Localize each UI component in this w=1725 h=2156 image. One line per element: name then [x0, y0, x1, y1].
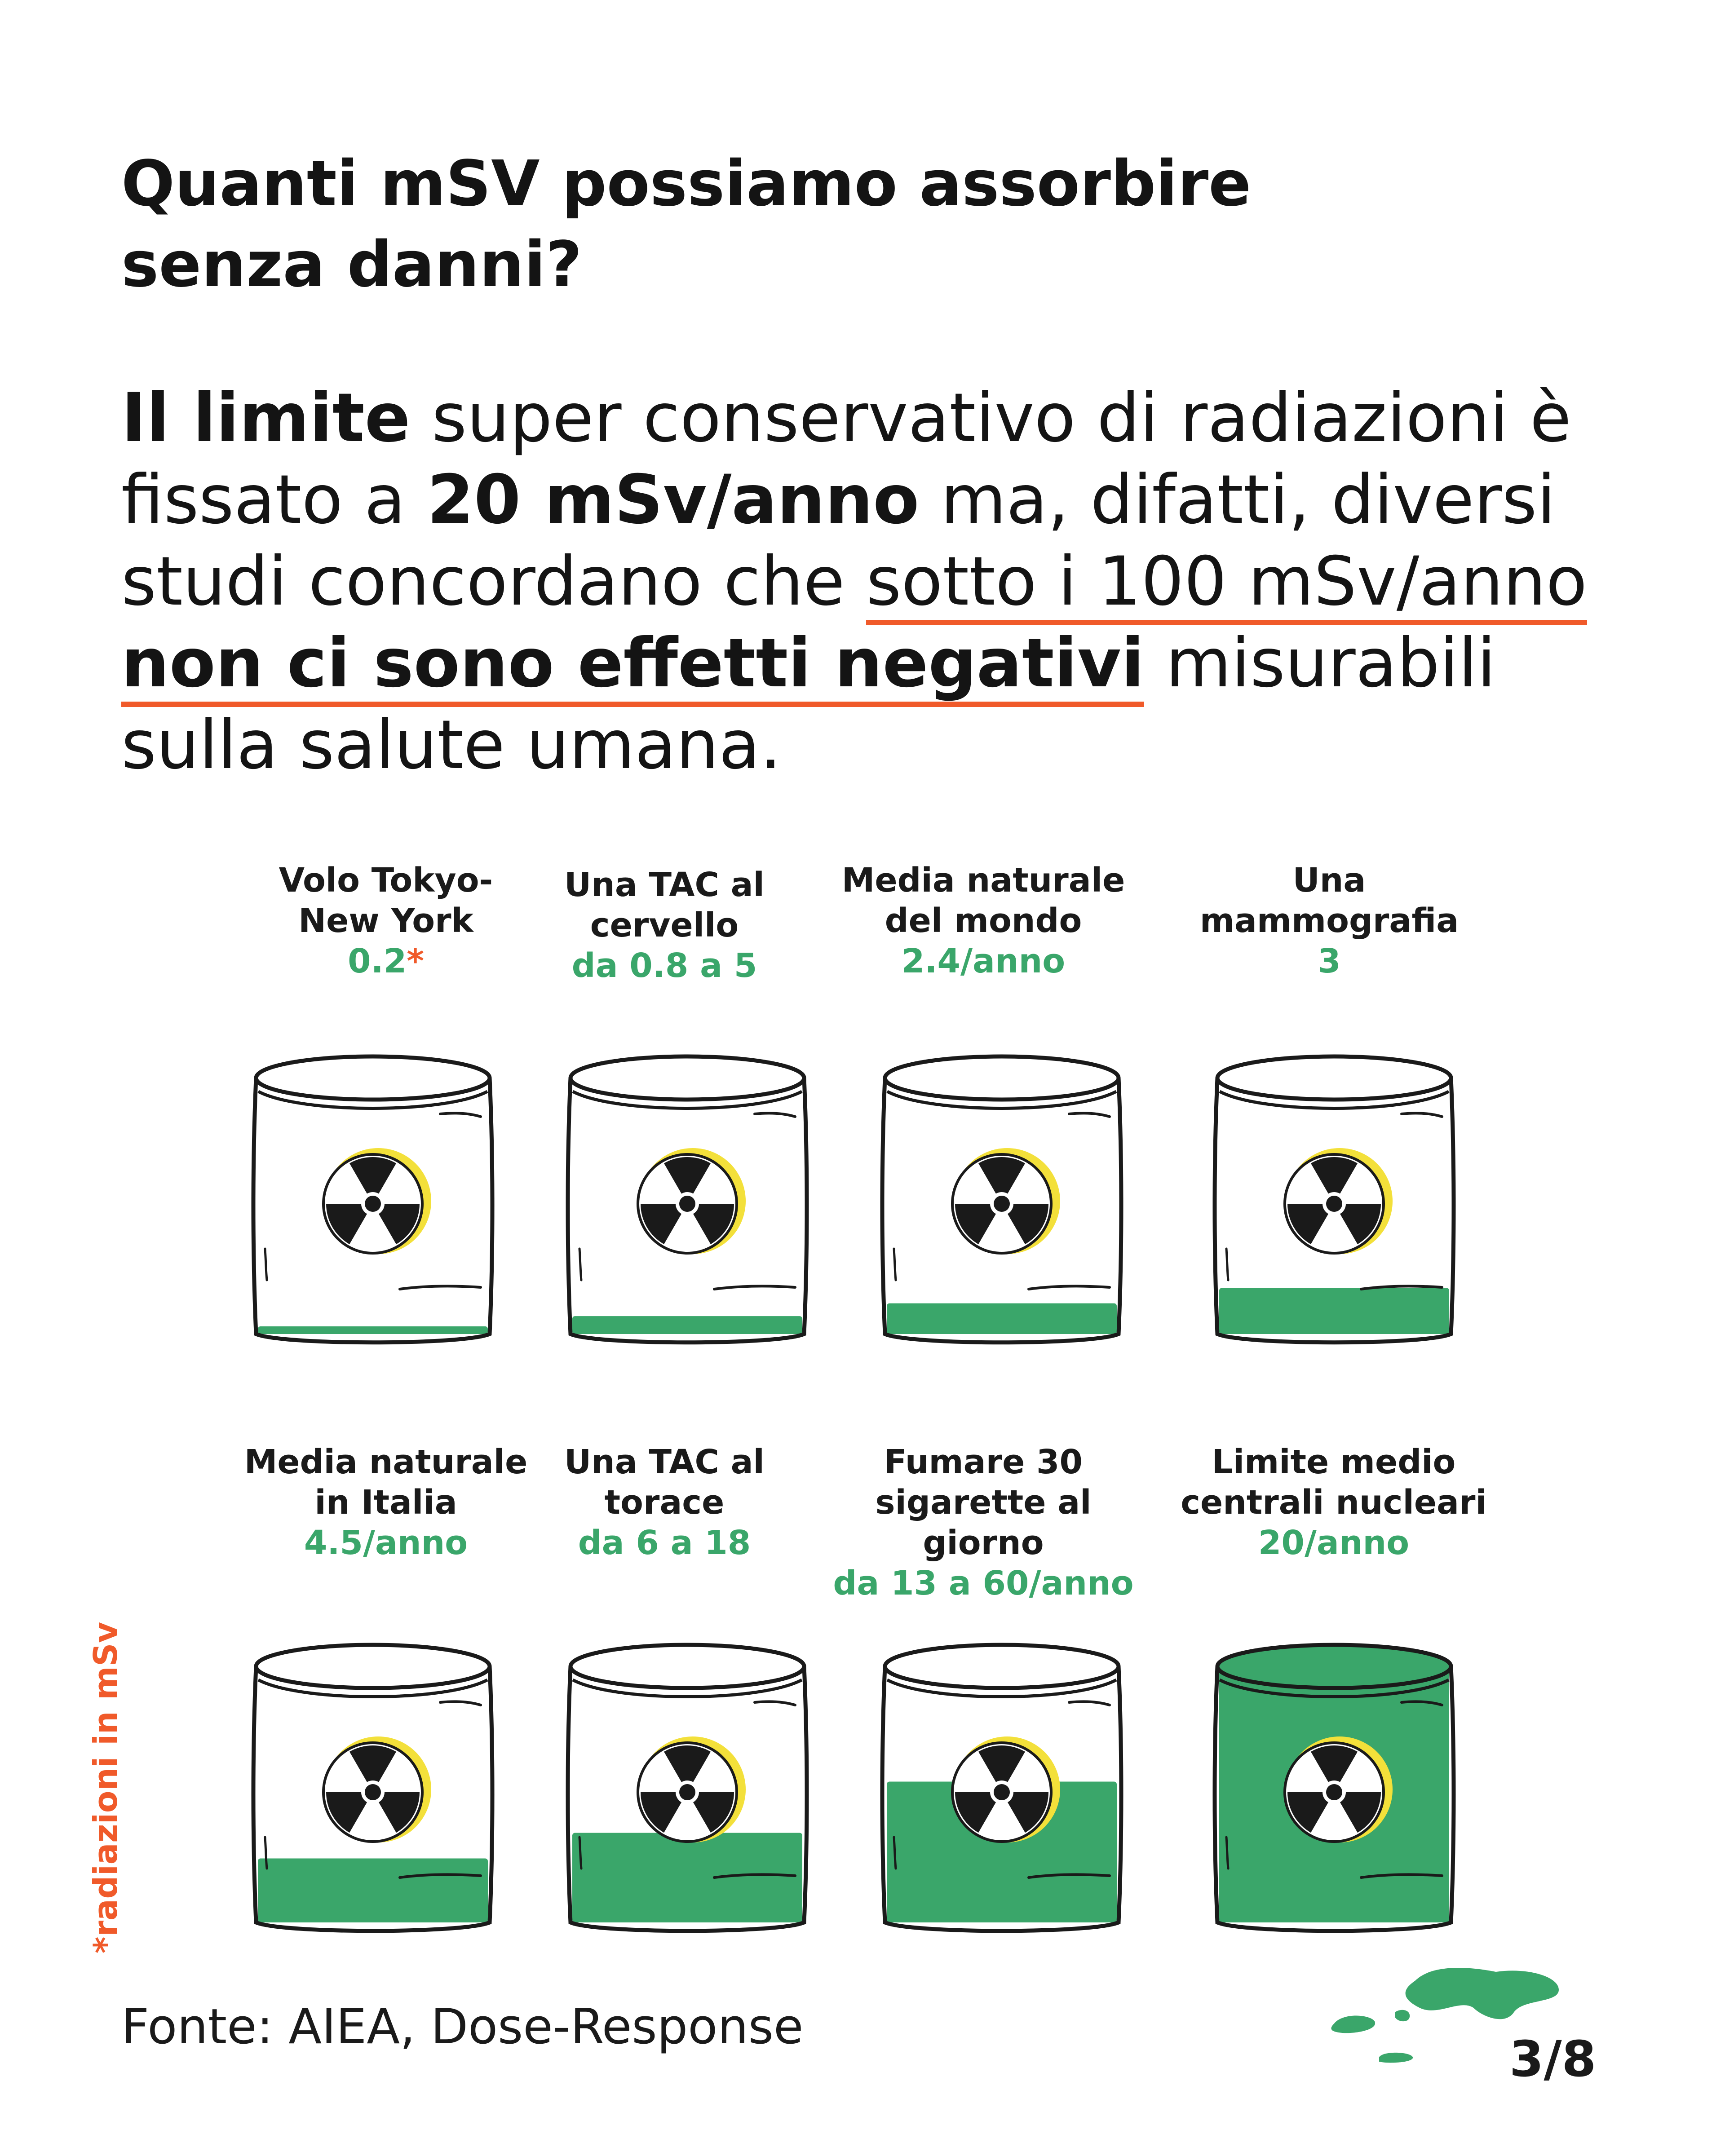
barrel-value: 0.2*	[348, 942, 424, 981]
barrel-lid	[885, 1645, 1119, 1688]
footnote-radiazioni: *radiazioni in mSv	[87, 1621, 124, 1954]
barrel-label	[229, 860, 543, 981]
liquid-level	[887, 1303, 1117, 1334]
barrel-sketch-stroke	[440, 1113, 481, 1117]
liquid-level	[258, 1859, 488, 1923]
intro-bold-no-effects: non ci sono effetti negativi	[121, 624, 1145, 702]
radiation-icon	[638, 1736, 746, 1842]
barrel-tac-cervello	[562, 1047, 813, 1361]
barrel-name-line-1: Una TAC al	[564, 866, 765, 904]
barrel-tac-torace	[562, 1635, 813, 1949]
barrel-centrali-nucleari	[1208, 1635, 1460, 1949]
barrel-name-line-2: centrali nucleari	[1181, 1483, 1487, 1522]
barrel-name-line-2: del mondo	[885, 901, 1082, 940]
barrel-value: 4.5/anno	[304, 1524, 468, 1562]
barrel-name-line-1: Una	[1292, 861, 1366, 900]
barrel-lid	[885, 1056, 1119, 1100]
radiation-icon	[323, 1148, 431, 1254]
barrel-label	[826, 1442, 1141, 1604]
barrel-sketch-stroke	[265, 1249, 267, 1280]
barrel-label	[507, 1442, 822, 1563]
barrel-name-line-1: Media naturale	[841, 861, 1125, 900]
barrel-sigarette	[876, 1635, 1128, 1949]
barrel-media-mondo	[876, 1047, 1128, 1361]
barrel-label	[1172, 860, 1486, 981]
page-number: 3/8	[1509, 2030, 1597, 2088]
barrel-name-line-1: Media naturale	[244, 1443, 528, 1481]
liquid-level	[258, 1326, 488, 1334]
page-title	[121, 144, 1604, 305]
barrel-label	[229, 1442, 543, 1563]
radiation-icon	[952, 1148, 1060, 1254]
barrel-name-line-1: Volo Tokyo-	[279, 861, 493, 900]
barrel-mammografia	[1208, 1047, 1460, 1361]
barrel-lid	[571, 1645, 804, 1688]
barrel-name-line-2: cervello	[590, 906, 739, 945]
barrel-name-line-2: torace	[604, 1483, 725, 1522]
barrel-label	[826, 860, 1141, 981]
intro-underline-text: sotto i 100 mSv/anno	[866, 543, 1588, 621]
barrel-value: da 6 a 18	[578, 1524, 751, 1562]
barrel-name-line-1: Fumare 30	[884, 1443, 1083, 1481]
barrel-lid	[256, 1056, 490, 1100]
radiation-icon	[323, 1736, 431, 1842]
barrel-name-line-2: in Italia	[314, 1483, 457, 1522]
source-credit: Fonte: AIEA, Dose-Response	[121, 1999, 804, 2055]
barrel-lid	[256, 1645, 490, 1688]
barrel-name-line-2: mammografia	[1199, 901, 1459, 940]
intro-bold-limit: Il limite	[121, 379, 411, 457]
intro-text-2: ma, difatti, diversi studi concordano che	[121, 461, 1556, 621]
liquid-level	[1219, 1288, 1449, 1334]
radiation-icon	[638, 1148, 746, 1254]
barrel-sketch-stroke	[1226, 1249, 1228, 1280]
liquid-level	[572, 1833, 802, 1923]
barrel-name-line-2: New York	[298, 901, 473, 940]
barrel-sketch-stroke	[894, 1249, 896, 1280]
barrel-name-line-2: sigarette al giorno	[875, 1483, 1092, 1562]
barrel-lid	[571, 1056, 804, 1100]
barrel-lid	[1217, 1056, 1451, 1100]
intro-text-3: misurabili sulla salute umana.	[121, 624, 1496, 784]
liquid-level	[572, 1316, 802, 1334]
barrel-sketch-stroke	[440, 1701, 481, 1705]
barrel-value: da 0.8 a 5	[571, 946, 757, 985]
barrel-sketch-stroke	[755, 1113, 795, 1117]
barrel-sketch-stroke	[579, 1249, 581, 1280]
radiation-icon	[1285, 1148, 1393, 1254]
barrel-label	[1177, 1442, 1491, 1563]
barrel-sketch-stroke	[755, 1701, 795, 1705]
barrel-volo-tokyo-new-york	[247, 1047, 499, 1361]
intro-paragraph	[121, 377, 1671, 786]
barrel-value: 3	[1318, 942, 1341, 981]
footnote-star: *	[407, 942, 424, 981]
barrel-sketch-stroke	[1402, 1113, 1442, 1117]
barrel-name-line-1: Limite medio	[1212, 1443, 1456, 1481]
intro-text-1: super conservativo di radiazioni è fissato a	[121, 379, 1571, 539]
barrel-sketch-stroke	[400, 1286, 481, 1289]
barrel-sketch-stroke	[1029, 1286, 1110, 1289]
barrel-label	[507, 865, 822, 986]
title-line-2: senza danni?	[121, 228, 582, 301]
barrel-sketch-stroke	[1069, 1113, 1110, 1117]
barrel-name-line-1: Una TAC al	[564, 1443, 765, 1481]
barrel-value: da 13 a 60/anno	[833, 1564, 1134, 1603]
barrel-sketch-stroke	[714, 1286, 795, 1289]
barrel-value: 2.4/anno	[901, 942, 1066, 981]
title-line-1: Quanti mSV possiamo assorbire	[121, 147, 1252, 221]
barrel-media-italia	[247, 1635, 499, 1949]
barrel-value: 20/anno	[1258, 1524, 1410, 1562]
barrel-sketch-stroke	[1069, 1701, 1110, 1705]
intro-bold-value: 20 mSv/anno	[427, 461, 920, 539]
radiation-icon	[952, 1736, 1060, 1842]
